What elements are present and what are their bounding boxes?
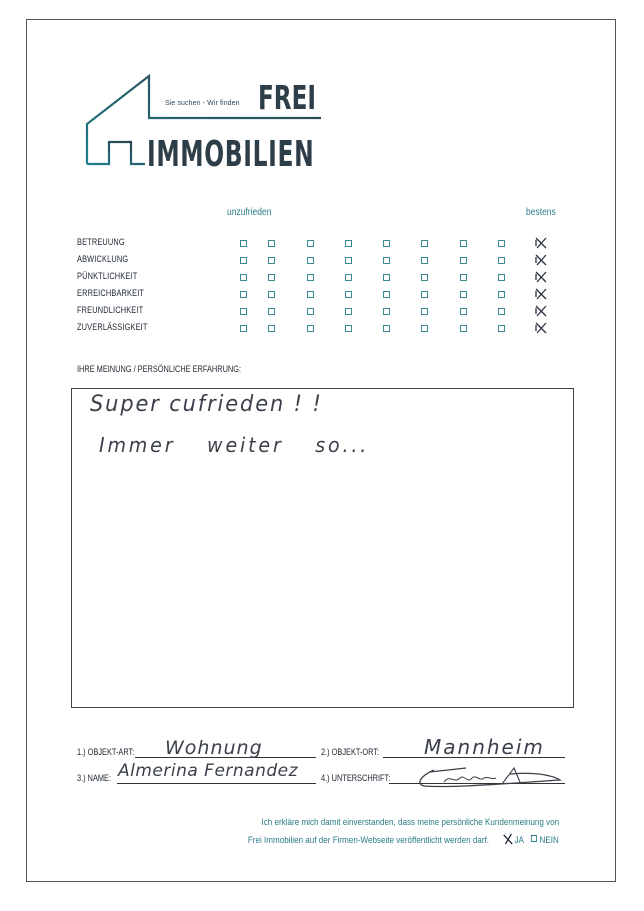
rating-checkbox[interactable]: [268, 325, 275, 332]
logo-frei: FREI: [258, 78, 316, 117]
rating-checkbox[interactable]: [383, 325, 390, 332]
nein-label: NEIN: [539, 835, 559, 846]
rating-checkbox[interactable]: [383, 308, 390, 315]
rating-checkbox[interactable]: [460, 240, 467, 247]
rating-checkbox[interactable]: [421, 274, 428, 281]
rating-checkbox[interactable]: [345, 325, 352, 332]
rating-checkbox[interactable]: [268, 291, 275, 298]
rating-checkbox[interactable]: [345, 291, 352, 298]
objekt-art-value: Wohnung: [165, 737, 263, 759]
rating-checkbox[interactable]: [498, 291, 505, 298]
rating-checkbox[interactable]: [240, 274, 247, 281]
rating-checkbox[interactable]: [307, 240, 314, 247]
rating-checkbox[interactable]: [268, 274, 275, 281]
name-field[interactable]: [117, 783, 316, 784]
rating-checkbox[interactable]: [383, 291, 390, 298]
rating-checkbox-checked[interactable]: [534, 305, 548, 317]
rating-label-betreuung: BETREUUNG: [77, 237, 125, 247]
logo-tagline: Sie suchen - Wir finden: [165, 100, 240, 107]
rating-checkbox[interactable]: [383, 274, 390, 281]
rating-checkbox[interactable]: [240, 240, 247, 247]
rating-checkbox[interactable]: [307, 257, 314, 264]
ja-label: JA: [514, 835, 524, 846]
logo-immobilien: IMMOBILIEN: [147, 134, 315, 175]
scale-high-label: bestens: [526, 207, 556, 218]
scale-low-label: unzufrieden: [227, 207, 272, 218]
rating-checkbox[interactable]: [240, 257, 247, 264]
nein-checkbox[interactable]: [532, 835, 538, 842]
rating-checkbox[interactable]: [383, 257, 390, 264]
rating-checkbox[interactable]: [498, 308, 505, 315]
rating-checkbox[interactable]: [421, 308, 428, 315]
rating-checkbox[interactable]: [345, 240, 352, 247]
rating-checkbox[interactable]: [460, 291, 467, 298]
objekt-ort-value: Mannheim: [424, 735, 545, 759]
unterschrift-label: 4.) UNTERSCHRIFT:: [321, 773, 391, 783]
rating-checkbox[interactable]: [268, 257, 275, 264]
ja-checkbox[interactable]: [506, 835, 513, 843]
rating-checkbox[interactable]: [240, 291, 247, 298]
rating-checkbox[interactable]: [345, 308, 352, 315]
consent-line2: [248, 835, 559, 846]
rating-checkbox[interactable]: [240, 325, 247, 332]
signature-scribble-icon: [410, 762, 565, 792]
rating-checkbox[interactable]: [421, 291, 428, 298]
rating-checkbox-checked[interactable]: [534, 322, 548, 334]
rating-checkbox-checked[interactable]: [534, 254, 548, 266]
rating-checkbox[interactable]: [460, 325, 467, 332]
rating-checkbox[interactable]: [460, 257, 467, 264]
rating-checkbox[interactable]: [268, 308, 275, 315]
rating-checkbox[interactable]: [345, 257, 352, 264]
rating-label-zuverlässigkeit: ZUVERLÄSSIGKEIT: [77, 322, 148, 332]
opinion-label: IHRE MEINUNG / PERSÖNLICHE ERFAHRUNG:: [77, 364, 242, 374]
rating-checkbox-checked[interactable]: [534, 271, 548, 283]
ja-cross-icon: [503, 833, 513, 845]
opinion-handwriting-line1: Super cufrieden ! !: [90, 392, 323, 417]
rating-label-freundlichkeit: FREUNDLICHKEIT: [77, 305, 144, 315]
rating-checkbox[interactable]: [460, 308, 467, 315]
objekt-art-label: 1.) OBJEKT-ART:: [77, 747, 135, 757]
rating-checkbox[interactable]: [421, 325, 428, 332]
rating-checkbox[interactable]: [307, 274, 314, 281]
name-value: Almerina Fernandez: [118, 761, 299, 781]
rating-checkbox[interactable]: [240, 308, 247, 315]
consent-text-line1: Ich erkläre mich damit einverstanden, dass meine persönliche Kundenmeinung von: [261, 817, 559, 828]
rating-label-pünktlichkeit: PÜNKTLICHKEIT: [77, 271, 138, 281]
rating-checkbox[interactable]: [460, 274, 467, 281]
rating-checkbox[interactable]: [498, 257, 505, 264]
rating-checkbox[interactable]: [421, 257, 428, 264]
rating-checkbox[interactable]: [307, 325, 314, 332]
rating-checkbox[interactable]: [498, 274, 505, 281]
name-label: 3.) NAME:: [77, 773, 112, 783]
rating-checkbox-checked[interactable]: [534, 237, 548, 249]
rating-checkbox[interactable]: [383, 240, 390, 247]
rating-checkbox[interactable]: [345, 274, 352, 281]
rating-checkbox[interactable]: [498, 325, 505, 332]
rating-label-erreichbarkeit: ERREICHBARKEIT: [77, 288, 145, 298]
rating-checkbox[interactable]: [307, 308, 314, 315]
rating-checkbox[interactable]: [268, 240, 275, 247]
rating-checkbox[interactable]: [421, 240, 428, 247]
rating-checkbox-checked[interactable]: [534, 288, 548, 300]
objekt-ort-label: 2.) OBJEKT-ORT:: [321, 747, 380, 757]
consent-text-line2: Frei Immobilien auf der Firmen-Webseite veröffentlicht werden darf.: [248, 835, 490, 846]
rating-checkbox[interactable]: [498, 240, 505, 247]
rating-label-abwicklung: ABWICKLUNG: [77, 254, 129, 264]
opinion-handwriting-line2: Immer weiter so...: [99, 433, 370, 457]
rating-checkbox[interactable]: [307, 291, 314, 298]
